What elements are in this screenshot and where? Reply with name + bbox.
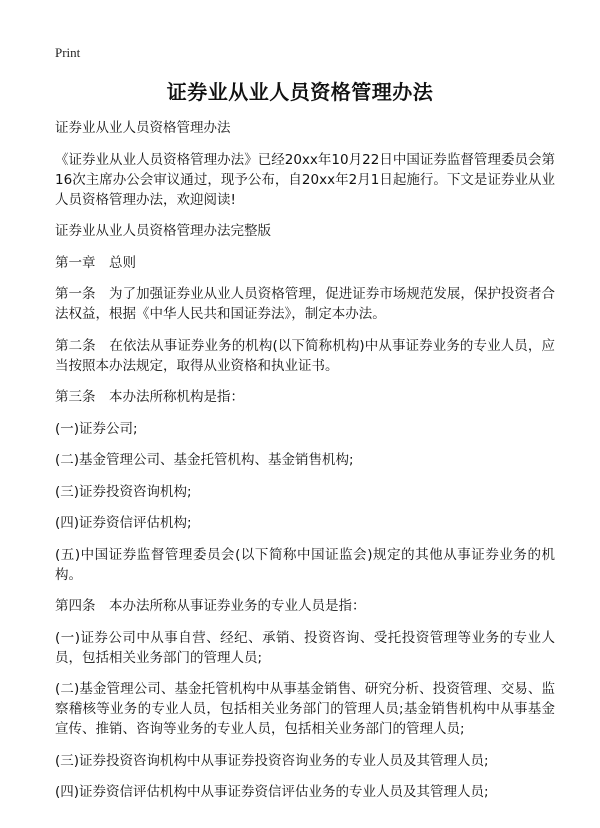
article-3-item-4: (四)证券资信评估机构; xyxy=(55,515,192,531)
paragraph-subtitle: 证券业从业人员资格管理办法 xyxy=(55,120,231,136)
article-4-item-1: (一)证券公司中从事自营、经纪、承销、投资咨询、受托投资管理等业务的专业人员，包括相关业务部门的管理人员; xyxy=(55,629,555,666)
document-body xyxy=(55,118,555,814)
article-4-item-3: (三)证券投资咨询机构中从事证券投资咨询业务的专业人员及其管理人员; xyxy=(55,752,489,769)
article-3-item-1: (一)证券公司; xyxy=(55,420,138,437)
document-title: 证券业从业人员资格管理办法 xyxy=(166,80,434,104)
article-3-item-5: (五)中国证券监督管理委员会(以下简称中国证监会)规定的其他从事证券业务的机构。 xyxy=(55,546,555,583)
article-1: 第一条 为了加强证券业从业人员资格管理，促进证券市场规范发展，保护投资者合法权益，根据《中华人民共和国证券法》，制定本办法。 xyxy=(55,286,555,322)
paragraph-fulltext-label: 证券业从业人员资格管理办法完整版 xyxy=(55,223,271,239)
article-3: 第三条 本办法所称机构是指： xyxy=(55,389,244,405)
article-4-item-2: (二)基金管理公司、基金托管机构中从事基金销售、研究分析、投资管理、交易、监察稽核等业务的专业人员，包括相关业务部门的管理人员;基金销售机构中从事基金宣传、推销、咨询等业务的专业人员，包括相关业务部门的管理人员; xyxy=(55,681,555,737)
article-2: 第二条 在依法从事证券业务的机构(以下简称机构)中从事证券业务的专业人员，应当按照本办法规定，取得从业资格和执业证书。 xyxy=(55,337,555,374)
chapter-heading: 第一章 总则 xyxy=(55,254,136,271)
article-4: 第四条 本办法所称从事证券业务的专业人员是指： xyxy=(55,598,366,614)
article-3-item-3: (三)证券投资咨询机构; xyxy=(55,483,192,500)
article-4-item-4: (四)证券资信评估机构中从事证券资信评估业务的专业人员及其管理人员; xyxy=(55,784,489,800)
print-link[interactable]: Print xyxy=(55,45,81,60)
article-3-item-2: (二)基金管理公司、基金托管机构、基金销售机构; xyxy=(55,452,354,468)
paragraph-intro: 《证券业从业人员资格管理办法》已经20xx年10月22日中国证券监督管理委员会第16次主席办公会审议通过，现予公布，自20xx年2月1日起施行。下文是证券业从业人员资格管理办法，欢迎阅读! xyxy=(55,151,555,208)
